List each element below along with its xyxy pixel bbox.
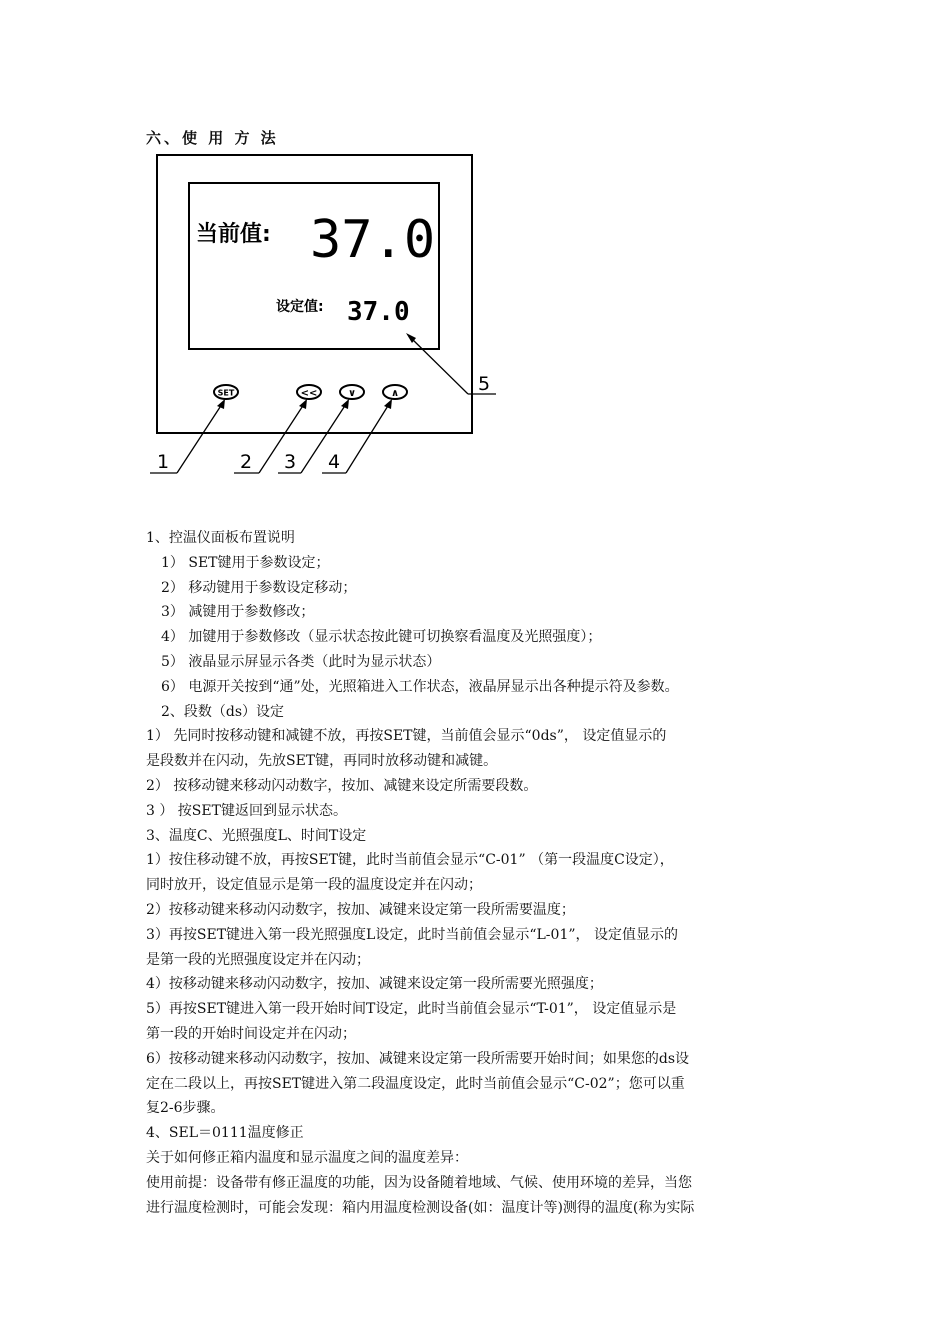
chevron-up-icon: ∧ xyxy=(390,388,400,399)
paragraph-line: 6）按移动键来移动闪动数字，按加、减键来设定第一段所需要开始时间；如果您的ds设 xyxy=(146,1050,690,1067)
set-value-label: 设定值: xyxy=(276,299,324,315)
section-title: 1、控温仪面板布置说明 xyxy=(146,530,295,546)
current-value-label: 当前值: xyxy=(196,222,271,247)
list-item: 5） 液晶显示屏显示各类（此时为显示状态） xyxy=(161,653,441,670)
paragraph-line: 2） 按移动键来移动闪动数字，按加、减键来设定所需要段数。 xyxy=(146,777,538,794)
paragraph-line: 同时放开，设定值显示是第一段的温度设定并在闪动； xyxy=(146,877,482,894)
current-value-display: 37.0 xyxy=(310,210,436,270)
callout-2: 2 xyxy=(240,451,253,473)
paragraph-line: 1）按住移动键不放，再按SET键，此时当前值会显示“C-01” （第一段温度C设定）， xyxy=(146,852,674,869)
instructions-body xyxy=(146,526,826,1220)
set-button[interactable] xyxy=(214,385,238,399)
paragraph-line: 复2-6步骤。 xyxy=(146,1100,225,1117)
list-item: 3） 减键用于参数修改； xyxy=(161,604,315,621)
set-value-display: 37.0 xyxy=(347,297,410,327)
list-item: 6） 电源开关按到“通”处，光照箱进入工作状态，液晶屏显示出各种提示符及参数。 xyxy=(161,678,679,695)
section-title: 4、SEL＝0111温度修正 xyxy=(146,1125,304,1142)
section-heading: 六、使 用 方 法 xyxy=(146,129,279,147)
list-item: 1） SET键用于参数设定； xyxy=(161,554,330,571)
paragraph-line: 3）再按SET键进入第一段光照强度L设定，此时当前值会显示“L-01”， 设定值显示的 xyxy=(146,926,678,943)
paragraph-line: 是段数并在闪动，先放SET键，再同时放移动键和减键。 xyxy=(146,753,498,770)
increase-button[interactable] xyxy=(383,385,407,399)
move-button-icon: << xyxy=(300,388,318,399)
paragraph-line: 是第一段的光照强度设定并在闪动； xyxy=(146,951,370,968)
paragraph-line: 5）再按SET键进入第一段开始时间T设定，此时当前值会显示“T-01”， 设定值显示是 xyxy=(146,1001,677,1018)
paragraph-line: 1） 先同时按移动键和减键不放，再按SET键，当前值会显示“0ds”， 设定值显示的 xyxy=(146,728,667,745)
paragraph-line: 进行温度检测时，可能会发现：箱内用温度检测设备(如：温度计等)测得的温度(称为实际 xyxy=(146,1199,695,1216)
callout-1: 1 xyxy=(157,451,170,473)
paragraph-line: 2）按移动键来移动闪动数字，按加、减键来设定第一段所需要温度； xyxy=(146,901,575,918)
move-button[interactable] xyxy=(297,385,321,399)
callout-5: 5 xyxy=(478,373,491,395)
set-button-label: SET xyxy=(217,388,235,398)
chevron-down-icon: ∨ xyxy=(347,388,357,399)
callout-4: 4 xyxy=(328,451,341,473)
list-item: 2） 移动键用于参数设定移动； xyxy=(161,579,357,596)
list-item: 4） 加键用于参数修改（显示状态按此键可切换察看温度及光照强度）； xyxy=(161,629,602,646)
paragraph-line: 3 ） 按SET键返回到显示状态。 xyxy=(146,802,347,819)
control-panel-diagram xyxy=(0,0,950,480)
paragraph-line: 4）按移动键来移动闪动数字，按加、减键来设定第一段所需要光照强度； xyxy=(146,976,603,993)
paragraph-line: 使用前提：设备带有修正温度的功能，因为设备随着地域、气候、使用环境的差异，当您 xyxy=(146,1174,692,1191)
decrease-button[interactable] xyxy=(340,385,364,399)
paragraph-line: 关于如何修正箱内温度和显示温度之间的温度差异： xyxy=(146,1149,468,1166)
paragraph-line: 定在二段以上，再按SET键进入第二段温度设定，此时当前值会显示“C-02”；您可以重 xyxy=(146,1075,685,1092)
callout-3: 3 xyxy=(284,451,297,473)
paragraph-line: 第一段的开始时间设定并在闪动； xyxy=(146,1025,356,1042)
section-title: 3、温度C、光照强度L、时间T设定 xyxy=(146,827,367,844)
section-title: 2、段数（ds）设定 xyxy=(161,703,285,720)
callout-leaders xyxy=(150,336,496,473)
